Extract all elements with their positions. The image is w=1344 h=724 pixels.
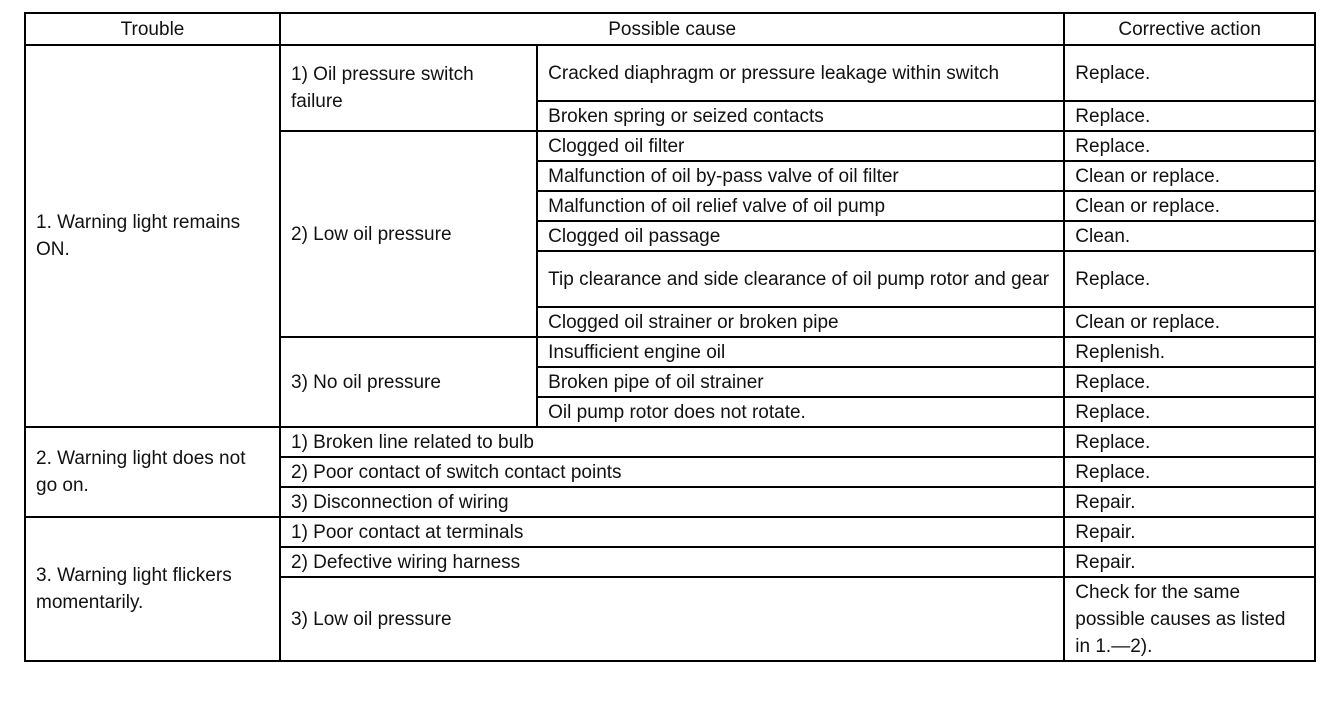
trouble-cell: 3. Warning light flickers momentarily. [25, 517, 280, 661]
action-cell: Replenish. [1064, 337, 1315, 367]
table-row [25, 45, 1315, 101]
cause-cell: 3) Disconnection of wiring [280, 487, 1064, 517]
cause-detail-cell: Malfunction of oil by-pass valve of oil filter [537, 161, 1064, 191]
cause-cell: 3) Low oil pressure [280, 577, 1064, 661]
cause-detail-cell: Broken spring or seized contacts [537, 101, 1064, 131]
action-cell: Replace. [1064, 367, 1315, 397]
cause-detail-cell: Clogged oil strainer or broken pipe [537, 307, 1064, 337]
trouble-cell: 2. Warning light does not go on. [25, 427, 280, 517]
action-cell: Clean or replace. [1064, 161, 1315, 191]
action-cell: Clean or replace. [1064, 191, 1315, 221]
cause-detail-cell: Clogged oil filter [537, 131, 1064, 161]
cause-cell: 1) Broken line related to bulb [280, 427, 1064, 457]
action-cell: Replace. [1064, 101, 1315, 131]
header-possible-cause: Possible cause [280, 13, 1064, 45]
cause-cell: 2) Defective wiring harness [280, 547, 1064, 577]
cause-detail-cell: Broken pipe of oil strainer [537, 367, 1064, 397]
action-cell: Replace. [1064, 251, 1315, 307]
trouble-cell: 1. Warning light remains ON. [25, 45, 280, 427]
cause-group-cell: 2) Low oil pressure [280, 131, 537, 337]
cause-detail-cell: Oil pump rotor does not rotate. [537, 397, 1064, 427]
cause-group-cell: 3) No oil pressure [280, 337, 537, 427]
cause-detail-cell: Insufficient engine oil [537, 337, 1064, 367]
cause-detail-cell: Malfunction of oil relief valve of oil pump [537, 191, 1064, 221]
action-cell: Clean. [1064, 221, 1315, 251]
action-cell: Repair. [1064, 487, 1315, 517]
action-cell: Repair. [1064, 547, 1315, 577]
cause-detail-cell: Tip clearance and side clearance of oil pump rotor and gear [537, 251, 1064, 307]
cause-cell: 1) Poor contact at terminals [280, 517, 1064, 547]
table-row [25, 427, 1315, 457]
action-cell: Replace. [1064, 427, 1315, 457]
cause-detail-cell: Clogged oil passage [537, 221, 1064, 251]
cause-detail-cell: Cracked diaphragm or pressure leakage within switch [537, 45, 1064, 101]
action-cell: Check for the same possible causes as listed in 1.—2). [1064, 577, 1315, 661]
action-cell: Replace. [1064, 45, 1315, 101]
header-trouble: Trouble [25, 13, 280, 45]
header-corrective-action: Corrective action [1064, 13, 1315, 45]
action-cell: Replace. [1064, 397, 1315, 427]
troubleshooting-table [24, 12, 1316, 662]
action-cell: Replace. [1064, 131, 1315, 161]
header-row [25, 13, 1315, 45]
action-cell: Repair. [1064, 517, 1315, 547]
table-row [25, 517, 1315, 547]
action-cell: Replace. [1064, 457, 1315, 487]
cause-group-cell: 1) Oil pressure switch failure [280, 45, 537, 131]
action-cell: Clean or replace. [1064, 307, 1315, 337]
cause-cell: 2) Poor contact of switch contact points [280, 457, 1064, 487]
